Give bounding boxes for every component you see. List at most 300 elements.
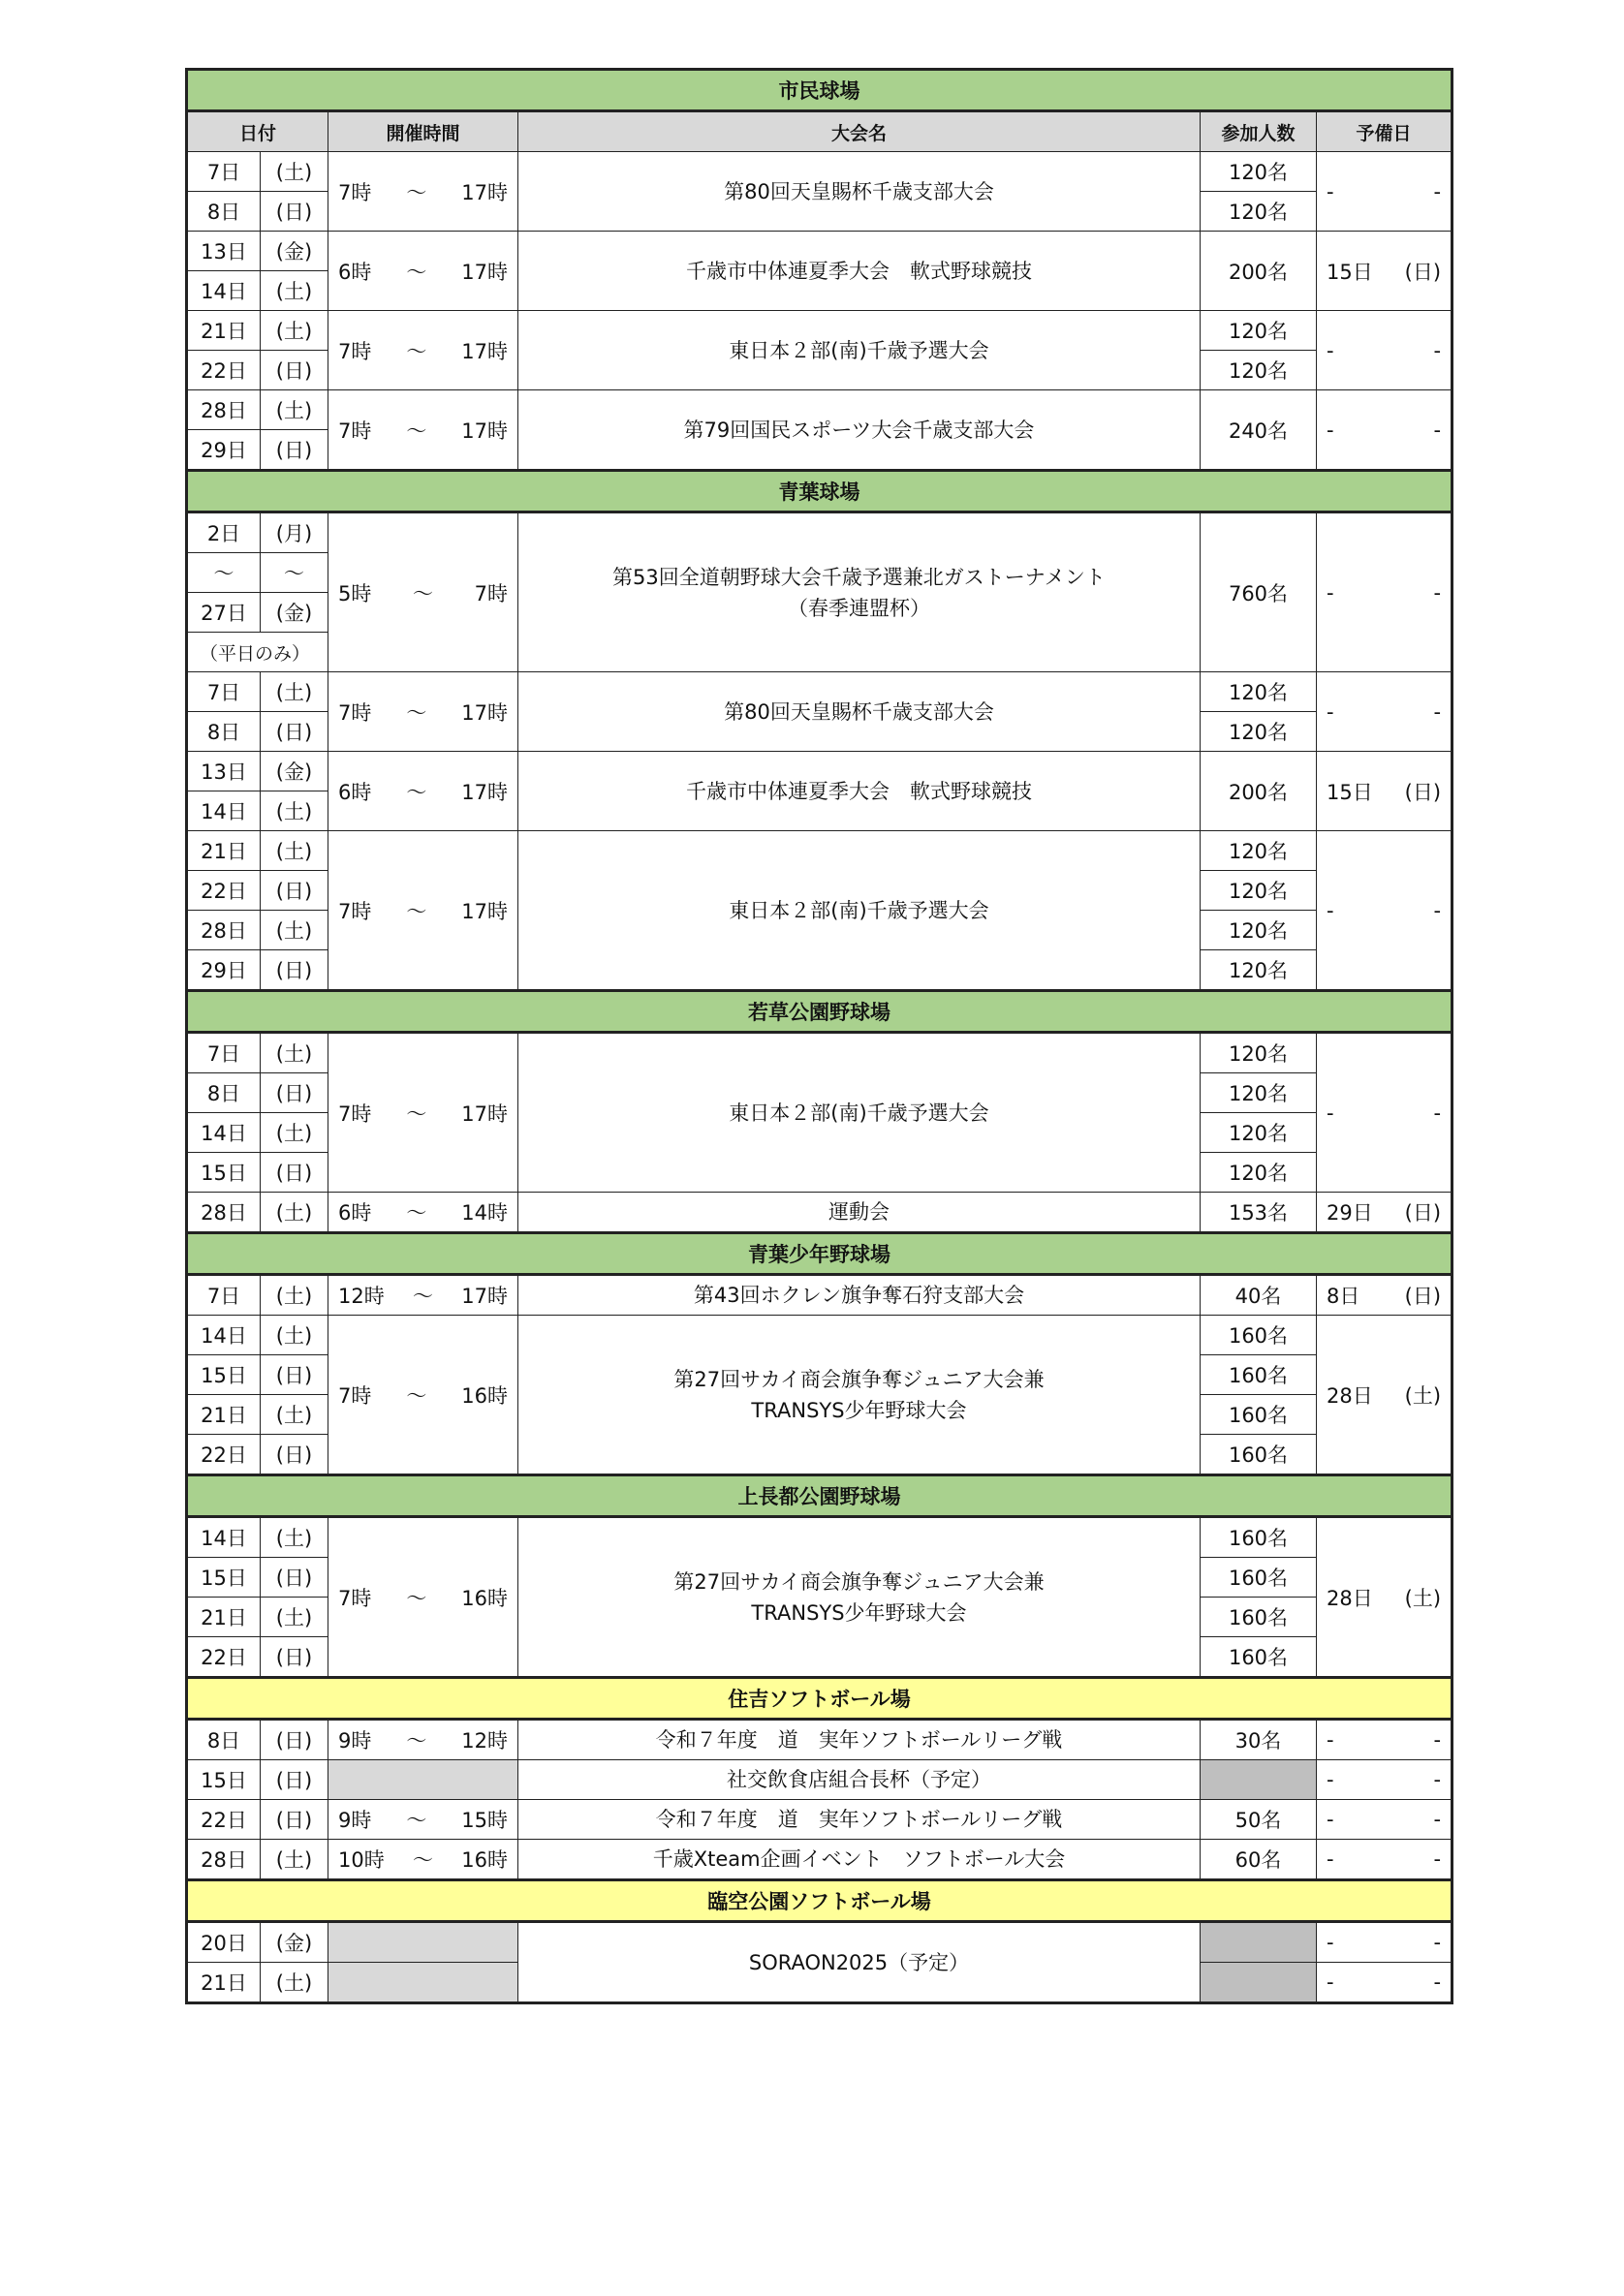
participant-count: 160名 (1201, 1637, 1317, 1678)
time-cell (328, 752, 518, 831)
day-cell: 14日 (187, 1113, 261, 1153)
time-cell (328, 1760, 518, 1800)
reserve-day-cell (1317, 1720, 1452, 1760)
event-name-cell (518, 1275, 1201, 1316)
reserve-day (1327, 419, 1441, 442)
event-name-cell (518, 752, 1201, 831)
venue-header-row (187, 70, 1452, 111)
day-cell: 7日 (187, 672, 261, 712)
weekday-cell: (土) (261, 311, 328, 351)
day-cell: 13日 (187, 232, 261, 271)
reserve-day (1327, 339, 1441, 362)
venue-name: 住吉ソフトボール場 (187, 1678, 1452, 1720)
event-name-line: 東日本２部(南)千歳予選大会 (729, 898, 989, 922)
participant-count: 120名 (1201, 950, 1317, 991)
column-header-row (187, 111, 1452, 152)
time-range (338, 777, 508, 806)
reserve-weekday: - (1433, 1970, 1442, 1994)
weekday-cell: (金) (261, 593, 328, 633)
event-name-line: 第27回サカイ商会旗争奪ジュニア大会兼 (673, 1569, 1045, 1594)
weekday-cell: (日) (261, 1637, 328, 1678)
event-name-cell (518, 1033, 1201, 1193)
reserve-day-value: 8日 (1327, 1285, 1360, 1308)
reserve-day (1327, 1197, 1441, 1226)
reserve-weekday: - (1433, 898, 1442, 922)
time-tilde: ～ (406, 1383, 427, 1408)
time-cell (328, 232, 518, 311)
participant-count: 30名 (1201, 1720, 1317, 1760)
event-name-line: 千歳市中体連夏季大会 軟式野球競技 (686, 779, 1032, 803)
participant-count: 160名 (1201, 1598, 1317, 1637)
time-tilde: ～ (406, 1586, 427, 1610)
participant-count: 240名 (1201, 390, 1317, 471)
event-name-line: 千歳市中体連夏季大会 軟式野球競技 (686, 259, 1032, 283)
event-name-cell (518, 232, 1201, 311)
day-cell: 8日 (187, 1073, 261, 1113)
reserve-day (1327, 1808, 1441, 1831)
weekday-cell: (日) (261, 192, 328, 232)
schedule-row (187, 1275, 1452, 1316)
reserve-day-cell (1317, 1316, 1452, 1475)
day-cell: 7日 (187, 152, 261, 192)
time-cell (328, 1963, 518, 2003)
reserve-day-cell (1317, 1840, 1452, 1880)
time-tilde: ～ (406, 700, 427, 725)
time-start: 5時 (338, 581, 372, 605)
reserve-day-value: - (1327, 1808, 1334, 1831)
event-name-line: 第80回天皇賜杯千歳支部大会 (724, 699, 994, 724)
event-name-line: 社交飲食店組合長杯（予定） (727, 1768, 991, 1791)
time-end: 17時 (461, 419, 508, 443)
time-tilde: ～ (406, 339, 427, 363)
time-cell (328, 672, 518, 752)
reserve-day-value: - (1327, 898, 1334, 922)
day-cell: 27日 (187, 593, 261, 633)
event-name-cell (518, 311, 1201, 390)
time-start: 7時 (338, 1383, 372, 1408)
schedule-row (187, 1316, 1452, 1355)
event-name-line: 令和７年度 道 実年ソフトボールリーグ戦 (655, 1808, 1063, 1831)
time-range (338, 1583, 508, 1612)
event-name-line: 第27回サカイ商会旗争奪ジュニア大会兼 (673, 1367, 1045, 1391)
reserve-day (1327, 1381, 1441, 1410)
weekday-cell: (日) (261, 871, 328, 911)
weekday-cell: (日) (261, 1073, 328, 1113)
time-cell (328, 1275, 518, 1316)
event-name-line: 第53回全道朝野球大会千歳予選兼北ガストーナメント (612, 565, 1106, 589)
day-cell: 14日 (187, 1517, 261, 1558)
weekday-cell: (土) (261, 1395, 328, 1435)
schedule-row (187, 1033, 1452, 1073)
time-end: 17時 (461, 1101, 508, 1126)
event-name-cell (518, 1800, 1201, 1840)
time-cell (328, 512, 518, 672)
weekday-cell: (土) (261, 1963, 328, 2003)
reserve-weekday: (日) (1404, 780, 1442, 804)
time-tilde: ～ (413, 1848, 433, 1872)
event-name-line: 第43回ホクレン旗争奪石狩支部大会 (693, 1284, 1025, 1307)
event-name-cell (518, 1840, 1201, 1880)
reserve-day-value: - (1327, 1970, 1334, 1994)
participant-count: 120名 (1201, 152, 1317, 192)
participant-count: 120名 (1201, 1033, 1317, 1073)
participant-count: 160名 (1201, 1517, 1317, 1558)
day-cell: 8日 (187, 1720, 261, 1760)
weekday-cell: (日) (261, 1355, 328, 1395)
reserve-weekday: - (1433, 179, 1442, 203)
venue-name: 上長都公園野球場 (187, 1475, 1452, 1517)
event-name-line: TRANSYS少年野球大会 (751, 1398, 967, 1422)
header-date: 日付 (187, 111, 328, 152)
participant-count: 120名 (1201, 311, 1317, 351)
time-start: 9時 (338, 1729, 372, 1753)
time-start: 7時 (338, 180, 372, 204)
time-cell (328, 1840, 518, 1880)
header-time: 開催時間 (328, 111, 518, 152)
schedule-table (185, 68, 1453, 2004)
reserve-day-cell (1317, 672, 1452, 752)
weekday-cell: (日) (261, 950, 328, 991)
reserve-day (1327, 1970, 1441, 1994)
weekday-cell: (日) (261, 712, 328, 752)
reserve-day-value: - (1327, 1768, 1334, 1791)
participant-count: 120名 (1201, 1073, 1317, 1113)
time-end: 16時 (461, 1848, 508, 1872)
participant-count: 160名 (1201, 1395, 1317, 1435)
time-end: 16時 (461, 1383, 508, 1408)
time-end: 17時 (461, 780, 508, 804)
event-name-line: 千歳Xteam企画イベント ソフトボール大会 (652, 1847, 1066, 1871)
schedule-row (187, 1760, 1452, 1800)
day-cell: 15日 (187, 1558, 261, 1598)
day-cell: 13日 (187, 752, 261, 791)
time-start: 12時 (338, 1285, 385, 1308)
weekday-note: （平日のみ） (187, 633, 328, 672)
participant-count: 50名 (1201, 1800, 1317, 1840)
time-range (338, 578, 508, 607)
time-range (338, 1281, 508, 1310)
weekday-cell: (土) (261, 831, 328, 871)
day-cell: 29日 (187, 950, 261, 991)
day-cell: 28日 (187, 1193, 261, 1233)
weekday-cell: (土) (261, 1033, 328, 1073)
weekday-cell: (土) (261, 390, 328, 430)
time-tilde: ～ (413, 581, 433, 605)
time-range (338, 1805, 508, 1834)
participant-count (1201, 1760, 1317, 1800)
participant-count: 200名 (1201, 752, 1317, 831)
venue-name: 青葉少年野球場 (187, 1233, 1452, 1275)
weekday-cell: ～ (261, 553, 328, 593)
day-cell: 21日 (187, 831, 261, 871)
schedule-row (187, 311, 1452, 351)
time-range (338, 896, 508, 925)
reserve-day-cell (1317, 1922, 1452, 1963)
reserve-weekday: - (1433, 1847, 1442, 1871)
reserve-day-cell (1317, 752, 1452, 831)
time-tilde: ～ (413, 1285, 433, 1308)
reserve-day-cell (1317, 1033, 1452, 1193)
time-cell (328, 1720, 518, 1760)
time-tilde: ～ (406, 1201, 427, 1225)
time-cell (328, 1922, 518, 1963)
day-cell: 15日 (187, 1355, 261, 1395)
time-end: 17時 (461, 180, 508, 204)
day-cell: 22日 (187, 351, 261, 390)
reserve-day-cell (1317, 311, 1452, 390)
participant-count: 120名 (1201, 351, 1317, 390)
participant-count: 120名 (1201, 1113, 1317, 1153)
event-name-line: 運動会 (828, 1200, 890, 1224)
day-cell: 8日 (187, 192, 261, 232)
time-cell (328, 1517, 518, 1678)
time-end: 14時 (461, 1201, 508, 1225)
venue-name: 臨空公園ソフトボール場 (187, 1880, 1452, 1922)
time-start: 7時 (338, 419, 372, 443)
day-cell: 21日 (187, 1598, 261, 1637)
weekday-cell: (日) (261, 1153, 328, 1193)
reserve-day-cell (1317, 390, 1452, 471)
participant-count: 760名 (1201, 512, 1317, 672)
schedule-row (187, 390, 1452, 430)
event-name-cell (518, 831, 1201, 991)
reserve-weekday: (土) (1404, 1586, 1442, 1610)
time-tilde: ～ (406, 1101, 427, 1126)
event-name-line: 令和７年度 道 実年ソフトボールリーグ戦 (655, 1728, 1063, 1752)
time-start: 7時 (338, 700, 372, 725)
reserve-day-cell (1317, 1193, 1452, 1233)
event-name-cell (518, 1316, 1201, 1475)
schedule-row (187, 1720, 1452, 1760)
venue-name: 若草公園野球場 (187, 991, 1452, 1033)
participant-count: 120名 (1201, 672, 1317, 712)
time-end: 17時 (461, 339, 508, 363)
reserve-weekday: (日) (1404, 1201, 1442, 1225)
event-name-line: 東日本２部(南)千歳予選大会 (729, 338, 989, 362)
time-range (338, 177, 508, 206)
time-end: 17時 (461, 260, 508, 284)
participant-count: 160名 (1201, 1316, 1317, 1355)
reserve-day (1327, 1931, 1441, 1954)
venue-header-row (187, 991, 1452, 1033)
time-range (338, 416, 508, 445)
reserve-day-cell (1317, 152, 1452, 232)
venue-header-row (187, 1678, 1452, 1720)
reserve-weekday: - (1433, 1768, 1442, 1791)
day-cell: 21日 (187, 1395, 261, 1435)
time-start: 9時 (338, 1809, 372, 1832)
reserve-day-cell (1317, 1517, 1452, 1678)
header-event: 大会名 (518, 111, 1201, 152)
weekday-cell: (金) (261, 232, 328, 271)
weekday-cell: (日) (261, 1435, 328, 1475)
participant-count: 120名 (1201, 831, 1317, 871)
event-name-cell (518, 1720, 1201, 1760)
reserve-weekday: - (1433, 1728, 1442, 1752)
weekday-cell: (日) (261, 351, 328, 390)
day-cell: 8日 (187, 712, 261, 752)
reserve-day-cell (1317, 1963, 1452, 2003)
reserve-weekday: - (1433, 1931, 1442, 1954)
event-name-cell (518, 672, 1201, 752)
reserve-day (1327, 1768, 1441, 1791)
weekday-cell: (土) (261, 152, 328, 192)
event-name-line: （春季連盟杯） (788, 596, 930, 620)
weekday-cell: (土) (261, 1193, 328, 1233)
weekday-cell: (土) (261, 1113, 328, 1153)
reserve-day-value: - (1327, 1728, 1334, 1752)
schedule-row (187, 1840, 1452, 1880)
time-range (338, 1845, 508, 1874)
time-end: 17時 (461, 700, 508, 725)
event-name-line: SORAON2025（予定） (748, 1950, 970, 1974)
participant-count: 120名 (1201, 911, 1317, 950)
time-cell (328, 311, 518, 390)
day-cell: 14日 (187, 791, 261, 831)
time-cell (328, 1193, 518, 1233)
event-name-line: 第79回国民スポーツ大会千歳支部大会 (683, 418, 1035, 442)
time-start: 7時 (338, 1586, 372, 1610)
reserve-weekday: - (1433, 580, 1442, 605)
participant-count: 160名 (1201, 1435, 1317, 1475)
day-cell: 22日 (187, 1435, 261, 1475)
reserve-day (1327, 180, 1441, 203)
reserve-day-value: - (1327, 1101, 1334, 1125)
participant-count: 160名 (1201, 1355, 1317, 1395)
time-cell (328, 152, 518, 232)
time-start: 10時 (338, 1848, 385, 1872)
time-start: 6時 (338, 260, 372, 284)
time-tilde: ～ (406, 899, 427, 923)
weekday-cell: (土) (261, 911, 328, 950)
reserve-weekday: (日) (1404, 260, 1442, 284)
reserve-day (1327, 1101, 1441, 1125)
weekday-cell: (土) (261, 1840, 328, 1880)
header-reserve: 予備日 (1317, 111, 1452, 152)
time-range (338, 257, 508, 286)
day-cell: 22日 (187, 871, 261, 911)
event-name-cell (518, 1922, 1201, 2003)
reserve-day (1327, 1281, 1441, 1310)
day-cell: 7日 (187, 1033, 261, 1073)
time-cell (328, 1033, 518, 1193)
weekday-cell: (土) (261, 791, 328, 831)
participant-count: 120名 (1201, 1153, 1317, 1193)
time-start: 7時 (338, 899, 372, 923)
time-tilde: ～ (406, 1809, 427, 1832)
participant-count: 120名 (1201, 712, 1317, 752)
event-name-cell (518, 512, 1201, 672)
reserve-day-value: 15日 (1327, 780, 1373, 804)
reserve-day-cell (1317, 1275, 1452, 1316)
weekday-cell: (金) (261, 752, 328, 791)
schedule-row (187, 1193, 1452, 1233)
day-cell: 15日 (187, 1760, 261, 1800)
venue-header-row (187, 1880, 1452, 1922)
schedule-row (187, 1517, 1452, 1558)
reserve-weekday: - (1433, 699, 1442, 724)
participant-count: 160名 (1201, 1558, 1317, 1598)
day-cell: 21日 (187, 1963, 261, 2003)
event-name-line: 東日本２部(南)千歳予選大会 (729, 1101, 989, 1125)
time-tilde: ～ (406, 1729, 427, 1753)
time-end: 17時 (461, 1285, 508, 1308)
weekday-cell: (日) (261, 1760, 328, 1800)
reserve-day-value: 29日 (1327, 1201, 1373, 1225)
schedule-row (187, 1922, 1452, 1963)
venue-header-row (187, 471, 1452, 512)
schedule-row (187, 752, 1452, 791)
weekday-cell: (金) (261, 1922, 328, 1963)
time-start: 7時 (338, 339, 372, 363)
weekday-cell: (月) (261, 512, 328, 553)
participant-count: 120名 (1201, 192, 1317, 232)
time-tilde: ～ (406, 780, 427, 804)
participant-count: 60名 (1201, 1840, 1317, 1880)
time-tilde: ～ (406, 260, 427, 284)
time-end: 15時 (461, 1809, 508, 1832)
weekday-cell: (土) (261, 1598, 328, 1637)
time-end: 12時 (461, 1729, 508, 1753)
weekday-cell: (日) (261, 430, 328, 471)
venue-name: 市民球場 (187, 70, 1452, 111)
venue-header-row (187, 1475, 1452, 1517)
header-participants: 参加人数 (1201, 111, 1317, 152)
day-cell: 28日 (187, 1840, 261, 1880)
participant-count: 153名 (1201, 1193, 1317, 1233)
reserve-day (1327, 1728, 1441, 1752)
event-name-line: TRANSYS少年野球大会 (751, 1600, 967, 1625)
reserve-day-cell (1317, 1760, 1452, 1800)
day-cell: 7日 (187, 1275, 261, 1316)
day-cell: 28日 (187, 911, 261, 950)
day-cell: 14日 (187, 1316, 261, 1355)
day-cell: 22日 (187, 1637, 261, 1678)
participant-count: 40名 (1201, 1275, 1317, 1316)
reserve-day-cell (1317, 831, 1452, 991)
event-name-cell (518, 1760, 1201, 1800)
reserve-day-value: - (1327, 699, 1334, 724)
schedule-row (187, 1800, 1452, 1840)
weekday-cell: (日) (261, 1800, 328, 1840)
time-cell (328, 1316, 518, 1475)
time-start: 6時 (338, 780, 372, 804)
weekday-cell: (土) (261, 271, 328, 311)
day-cell: 29日 (187, 430, 261, 471)
schedule-sheet (185, 68, 1451, 2004)
day-cell: 2日 (187, 512, 261, 553)
time-start: 7時 (338, 1101, 372, 1126)
day-cell: ～ (187, 553, 261, 593)
reserve-weekday: (日) (1404, 1285, 1442, 1308)
reserve-weekday: - (1433, 418, 1442, 442)
reserve-day-value: - (1327, 338, 1334, 362)
schedule-row (187, 672, 1452, 712)
venue-name: 青葉球場 (187, 471, 1452, 512)
time-tilde: ～ (406, 180, 427, 204)
reserve-day (1327, 1583, 1441, 1612)
participant-count: 200名 (1201, 232, 1317, 311)
time-start: 6時 (338, 1201, 372, 1225)
reserve-day-value: 28日 (1327, 1586, 1373, 1610)
schedule-body (187, 70, 1452, 2003)
weekday-cell: (土) (261, 1517, 328, 1558)
time-tilde: ～ (406, 419, 427, 443)
event-name-cell (518, 1517, 1201, 1678)
schedule-row (187, 831, 1452, 871)
weekday-cell: (土) (261, 1316, 328, 1355)
participant-count: 120名 (1201, 871, 1317, 911)
